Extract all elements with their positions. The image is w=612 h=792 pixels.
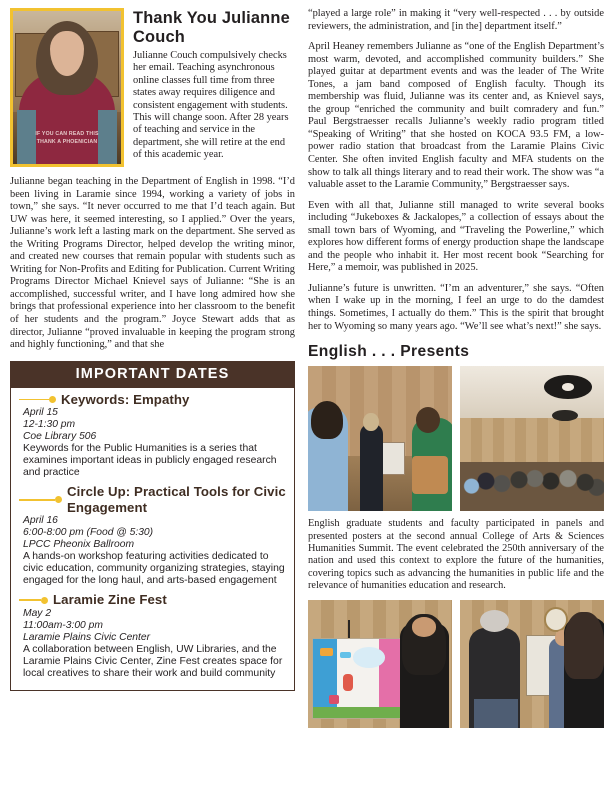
feature-text <box>133 8 295 162</box>
event-item[interactable] <box>19 392 286 480</box>
presents-section-title: English . . . Presents <box>308 343 470 361</box>
event-title: Laramie Zine Fest <box>53 592 167 608</box>
presents-photo-grid-bottom <box>308 600 604 728</box>
event-bullet-icon <box>49 396 56 403</box>
event-description: A hands-on workshop featuring activities dedicated to civic education, community organizing strategies, staying engaged for the long haul, and arts-based engagement <box>23 551 285 587</box>
feature-lede: Julianne Couch compulsively checks her email. Teaching asynchronous online classes full time from three states away requires diligence and consistent engagement with students. This will change soon. After 28 years of teaching and service in the department, she will retire at the end of this academic year. <box>133 50 289 161</box>
photo-poster-session-attendees <box>308 366 452 511</box>
event-bullet-icon <box>41 597 48 604</box>
right-column <box>308 8 604 786</box>
event-item[interactable] <box>19 484 286 587</box>
event-rule-line <box>19 599 41 601</box>
event-description: A collaboration between English, UW Libraries, and the Laramie Plains Civic Center, Zine Fest creates space for local creatives to share their work and build community <box>23 643 283 679</box>
portrait-julianne-couch <box>10 8 124 167</box>
right-article-paragraph: April Heaney remembers Julianne as “one of the English Department’s most warm, devoted, and accomplished community builders.” She played guitar at department events and was the leader of The Write Tones, a jam band composed of English faculty. Though its membership was fluid, Julianne was its center and, as Knievel says, the group “enriched the community and built comradery and fun.” Paul Bergstraesser recalls Julianne’s weekly radio program titled “Speaking of Writing” that she hosted on KOCA 93.5 FM, a low-power radio station that broadcast from the Laramie Plains Civic Center. She often invited English faculty and MFA students on the show to talk all things literary and to read their work. The show was “a valuable asset to the Laramie Community,” Bergstraesser says. <box>308 41 604 191</box>
left-article-paragraph: Julianne began teaching in the Department of English in 1998. “I’d been living in Laramie since 1994, working a variety of jobs in town,” she says. “It never occurred to me that I’d teach again. But UW was here, it seemed interesting, so I applied.” Over the years, Julianne’s work left a lasting mark on the department. She served as the Writing Programs Director, helped develop the writing minor, and created new courses that remain popular with students such as Writing for Non-Profits and Editing for Publication. Current Writing Programs Director Michael Knievel says of Julianne: “She is an accomplished, successful writer, and I have long admired how she brings that professional experience into her classroom to the benefit of her students and the program.” Joyce Stewart adds that as director, Julianne “proved invaluable in keeping the program strong and highly functioning,” and that she <box>10 176 295 351</box>
event-rule-line <box>19 499 55 501</box>
event-bullet-icon <box>55 496 62 503</box>
important-dates-box <box>10 361 295 691</box>
event-date: April 15 <box>23 407 58 419</box>
event-time: 6:00-8:00 pm (Food @ 5:30) <box>23 527 154 539</box>
photo-humanities-summit-room <box>460 366 604 511</box>
event-time: 11:00am-3:00 pm <box>23 619 103 631</box>
event-location: Coe Library 506 <box>23 431 97 443</box>
event-header <box>19 392 286 408</box>
presents-photo-caption: English graduate students and faculty participated in panels and presented posters at the second annual College of Arts & Sciences Humanities Summit. The event celebrated the 250th anniversary of the nation and used this context to explore the future of the humanities, covering topics such as advancing the humanities in public life and the relevance of humanities education and research. <box>308 518 604 592</box>
event-location: Laramie Plains Civic Center <box>23 631 151 643</box>
important-dates-list <box>11 388 294 690</box>
event-date: May 2 <box>23 608 52 620</box>
photo-student-with-poster <box>308 600 452 728</box>
event-description: Keywords for the Public Humanities is a series that examines important ideas in publicly engaged research and practice <box>23 442 277 479</box>
event-item[interactable] <box>19 592 286 680</box>
event-header <box>19 484 286 515</box>
right-article-paragraph: Julianne’s future is unwritten. “I’m an adventurer,” she says. “Often when I wake up in the morning, I feel an urge to do the damdest things. Sometimes, I actually do them.” This is the spirit that brought her to Wyoming so many years ago. “We’ll see what’s next!” she says. <box>308 282 604 332</box>
event-header <box>19 592 286 608</box>
left-column <box>10 8 295 786</box>
presents-photo-grid-top <box>308 366 604 511</box>
event-title: Circle Up: Practical Tools for Civic Engagement <box>67 484 286 515</box>
photo-attendees-discussing-poster <box>460 600 604 728</box>
feature-block <box>10 8 295 167</box>
right-article-paragraph: Even with all that, Julianne still managed to write several books including “Jukeboxes & Jackalopes,” a collection of essays about the small town bars of Wyoming, and “Traveling the Powerline,” which explores how different forms of energy production shape the landscape and the people who inhabit it. Her most recent book “Searching for Here,” a memoir, was published in 2025. <box>308 199 604 274</box>
event-time: 12-1:30 pm <box>23 419 76 431</box>
right-article-paragraph: “played a large role” in making it “very well-respected . . . by outside reviewers, the administration, and [in the] department itself.” <box>308 8 604 32</box>
important-dates-header: IMPORTANT DATES <box>11 361 294 388</box>
event-date: April 16 <box>23 515 58 527</box>
event-title: Keywords: Empathy <box>61 391 190 407</box>
event-rule-line <box>19 399 49 401</box>
portrait-shirt-text: IF YOU CAN READ THIS THANK A PHOENICIAN <box>35 131 99 145</box>
event-location: LPCC Pheonix Ballroom <box>23 539 135 551</box>
feature-title: Thank You Julianne Couch <box>133 9 290 46</box>
